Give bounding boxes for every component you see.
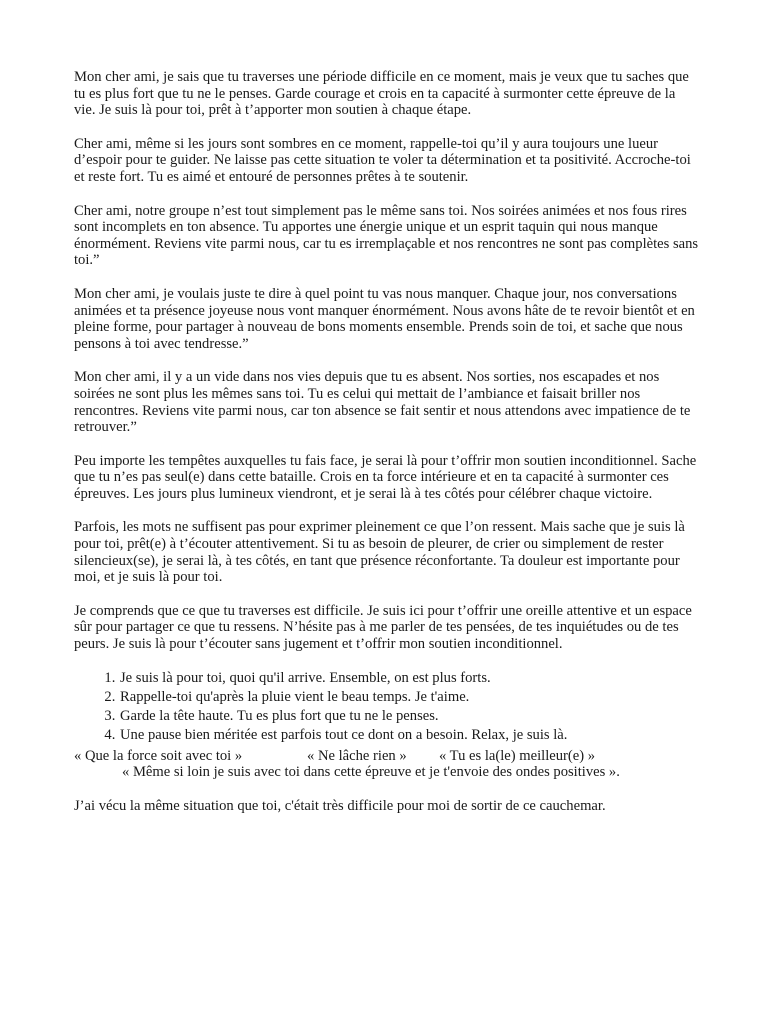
paragraph-3: Cher ami, notre groupe n’est tout simplement pas le même sans toi. Nos soirées animées et nos fous rires sont incomplets en ton absence. Tu apportes une énergie unique et un esprit taquin qui nous manque énormément. Reviens vite parmi nous, car tu es irremplaçable et nos rencontres ne sont pas complètes sans toi.”	[74, 202, 699, 269]
quote-2: « Ne lâche rien »	[307, 747, 407, 764]
list-item: 2. Rappelle-toi qu'après la pluie vient le beau temps. Je t'aime.	[119, 689, 699, 706]
quotes-row	[74, 748, 699, 765]
list-item: 1. Je suis là pour toi, quoi qu'il arrive. Ensemble, on est plus forts.	[119, 670, 699, 687]
paragraph-7: Parfois, les mots ne suffisent pas pour exprimer pleinement ce que l’on ressent. Mais sache que je suis là pour toi, prêt(e) à t’écouter attentivement. Si tu as besoin de pleurer, de crier ou simplement de rester silencieux(se), je serai là, à tes côtés, en tant que présence réconfortante. Ta douleur est importante pour moi, et je suis là pour toi.	[74, 519, 685, 586]
quote-4: « Même si loin je suis avec toi dans cette épreuve et je t'envoie des ondes positives ».	[122, 764, 620, 781]
quote-1: « Que la force soit avec toi »	[74, 747, 243, 764]
paragraph-1: Mon cher ami, je sais que tu traverses une période difficile en ce moment, mais je veux que tu saches que tu es plus fort que tu ne le penses. Garde courage et crois en ta capacité à surmonter cette épreuve de la vie. Je suis là pour toi, prêt à t’apporter mon soutien à chaque étape.	[74, 69, 689, 119]
list-item: 3. Garde la tête haute. Tu es plus fort que tu ne le penses.	[119, 708, 699, 725]
list-item: 4. Une pause bien méritée est parfois tout ce dont on a besoin. Relax, je suis là.	[119, 727, 699, 744]
paragraph-4: Mon cher ami, je voulais juste te dire à quel point tu vas nous manquer. Chaque jour, nos conversations animées et ta présence joyeuse nous vont manquer énormément. Nous avons hâte de te revoir bientôt et en pleine forme, pour partager à nouveau de bons moments ensemble. Prends soin de toi, et sache que nous pensons à toi avec tendresse.”	[74, 285, 695, 352]
numbered-list	[74, 670, 699, 744]
paragraph-5: Mon cher ami, il y a un vide dans nos vies depuis que tu es absent. Nos sorties, nos escapades et nos soirées ne sont plus les mêmes sans toi. Tu es celui qui mettait de l’ambiance et faisait briller nos rencontres. Reviens vite parmi nous, car ton absence se fait sentir et nous attendons avec impatience de te retrouver.”	[74, 369, 691, 436]
document-page	[74, 69, 699, 831]
final-line: J’ai vécu la même situation que toi, c'était très difficile pour moi de sortir de ce cauchemar.	[74, 797, 606, 814]
paragraph-6: Peu importe les tempêtes auxquelles tu fais face, je serai là pour t’offrir mon soutien inconditionnel. Sache que tu n’es pas seul(e) dans cette bataille. Crois en ta force intérieure et en ta capacité à surmonter ces épreuves. Les jours plus lumineux viendront, et je serai là à tes côtés pour célébrer chaque victoire.	[74, 452, 697, 502]
quote-3: « Tu es la(le) meilleur(e) »	[439, 747, 596, 764]
paragraph-8: Je comprends que ce que tu traverses est difficile. Je suis ici pour t’offrir une oreille attentive et un espace sûr pour partager ce que tu ressens. N’hésite pas à me parler de tes pensées, de tes inquiétudes ou de tes peurs. Je suis là pour t’écouter sans jugement et t’offrir mon soutien inconditionnel.	[74, 602, 692, 653]
paragraph-2: Cher ami, même si les jours sont sombres en ce moment, rappelle-toi qu’il y aura toujours une lueur d’espoir pour te guider. Ne laisse pas cette situation te voler ta détermination et ta positivité. Accroche-toi et reste fort. Tu es aimé et entouré de personnes prêtes à te soutenir.	[74, 135, 691, 185]
